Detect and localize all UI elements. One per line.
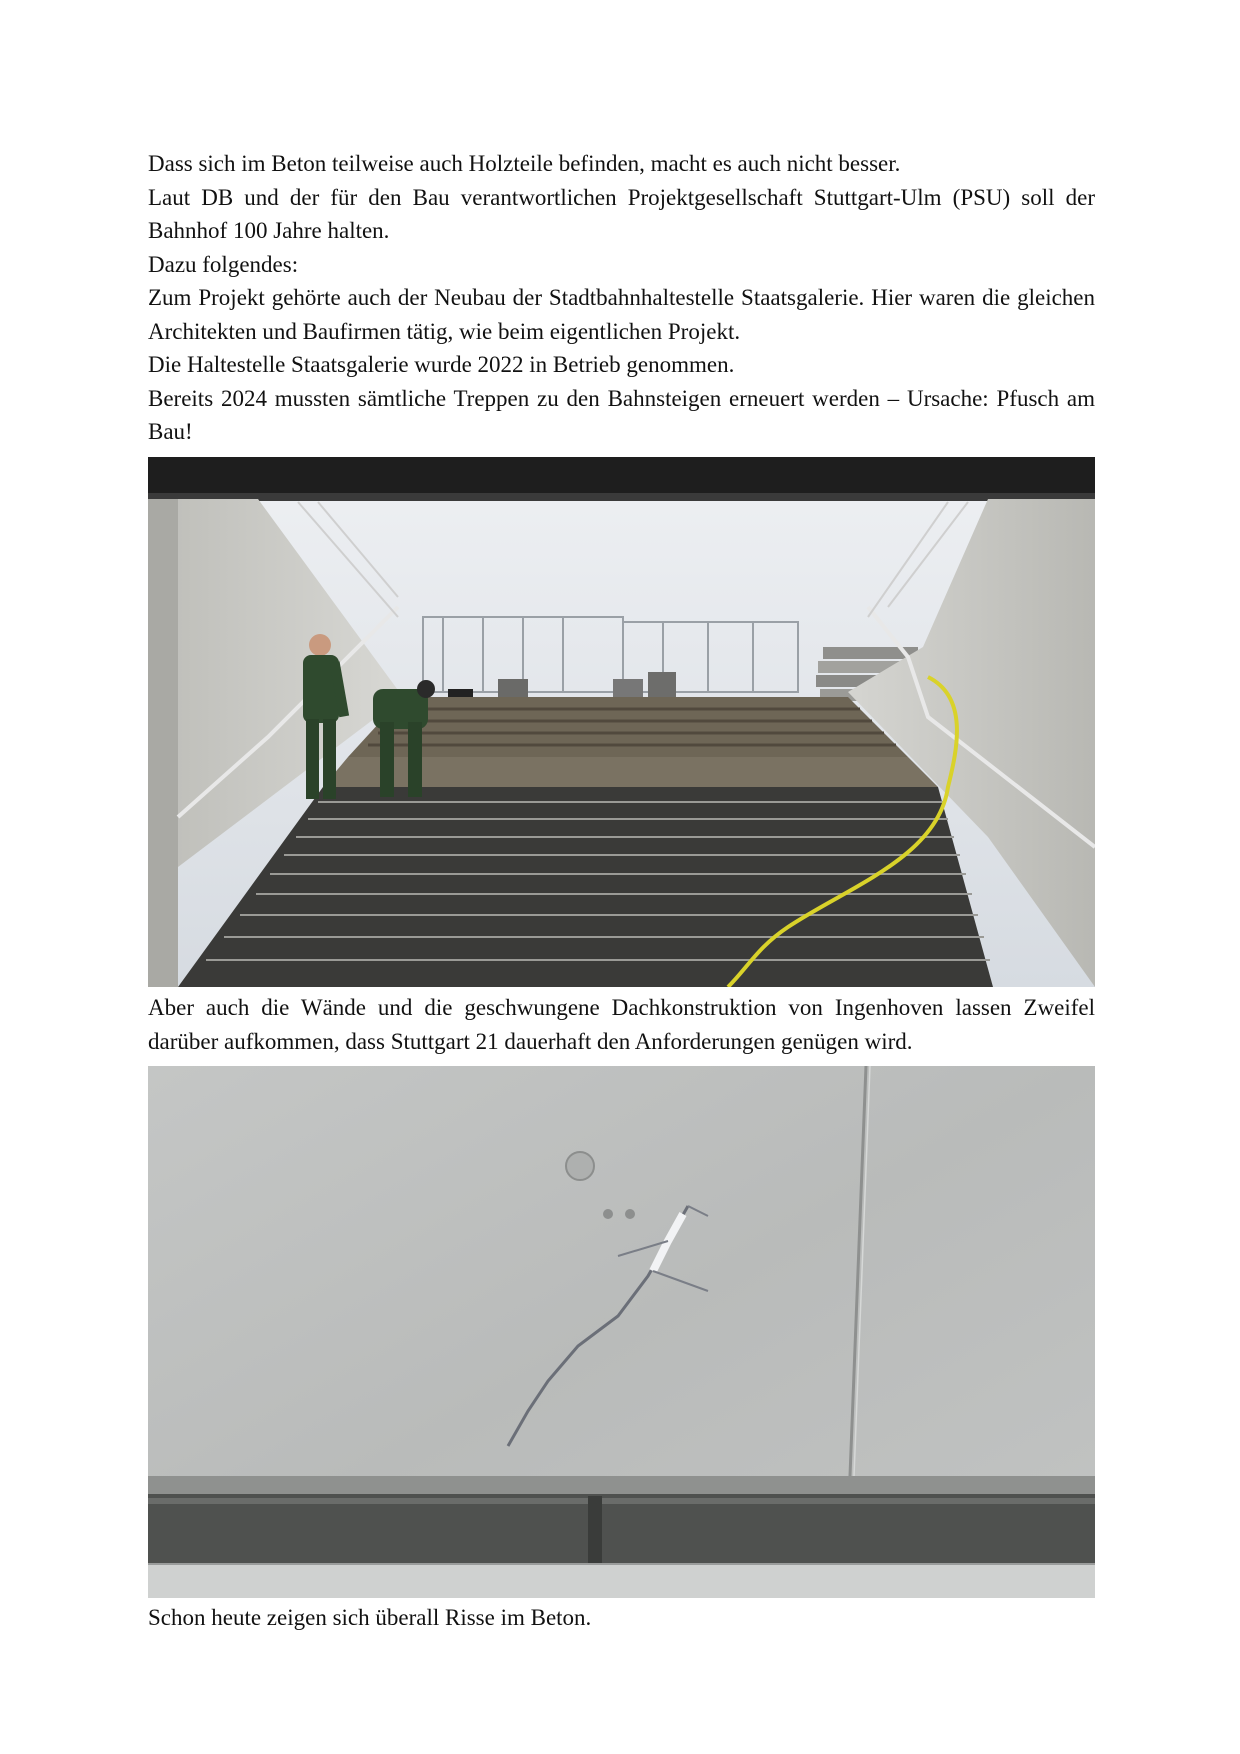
paragraph: Zum Projekt gehörte auch der Neubau der Stadtbahnhaltestelle Staatsgalerie. Hier waren die gleichen Architekten und Baufirmen tätig, wie beim eigentlichen Projekt. — [148, 285, 1095, 344]
paragraph: Aber auch die Wände und die geschwungene Dachkonstruktion von Ingenhoven lassen Zweifel darüber aufkommen, dass Stuttgart 21 dauerhaft den Anforderungen genügen wird. — [148, 995, 1095, 1054]
photo-cracked-wall — [148, 1066, 1095, 1598]
paragraph: Dass sich im Beton teilweise auch Holzteile befinden, macht es auch nicht besser. — [148, 151, 901, 176]
text-block-mid — [148, 991, 1095, 1058]
paragraph: Bereits 2024 mussten sämtliche Treppen zu den Bahnsteigen erneuert werden – Ursache: Pfusch am Bau! — [148, 385, 1095, 444]
text-block-bottom — [148, 1601, 1095, 1635]
caption: Schon heute zeigen sich überall Risse im Beton. — [148, 1605, 592, 1630]
text-block-top — [148, 147, 1095, 449]
photo-stairs-renovation — [148, 457, 1095, 987]
cracked-wall-illustration — [148, 1066, 1095, 1598]
paragraph: Laut DB und der für den Bau verantwortlichen Projektgesellschaft Stuttgart-Ulm (PSU) soll der Bahnhof 100 Jahre halten. — [148, 184, 1095, 243]
stairs-illustration — [148, 457, 1095, 987]
paragraph: Die Haltestelle Staatsgalerie wurde 2022 in Betrieb genommen. — [148, 352, 735, 377]
paragraph: Dazu folgendes: — [148, 251, 299, 277]
